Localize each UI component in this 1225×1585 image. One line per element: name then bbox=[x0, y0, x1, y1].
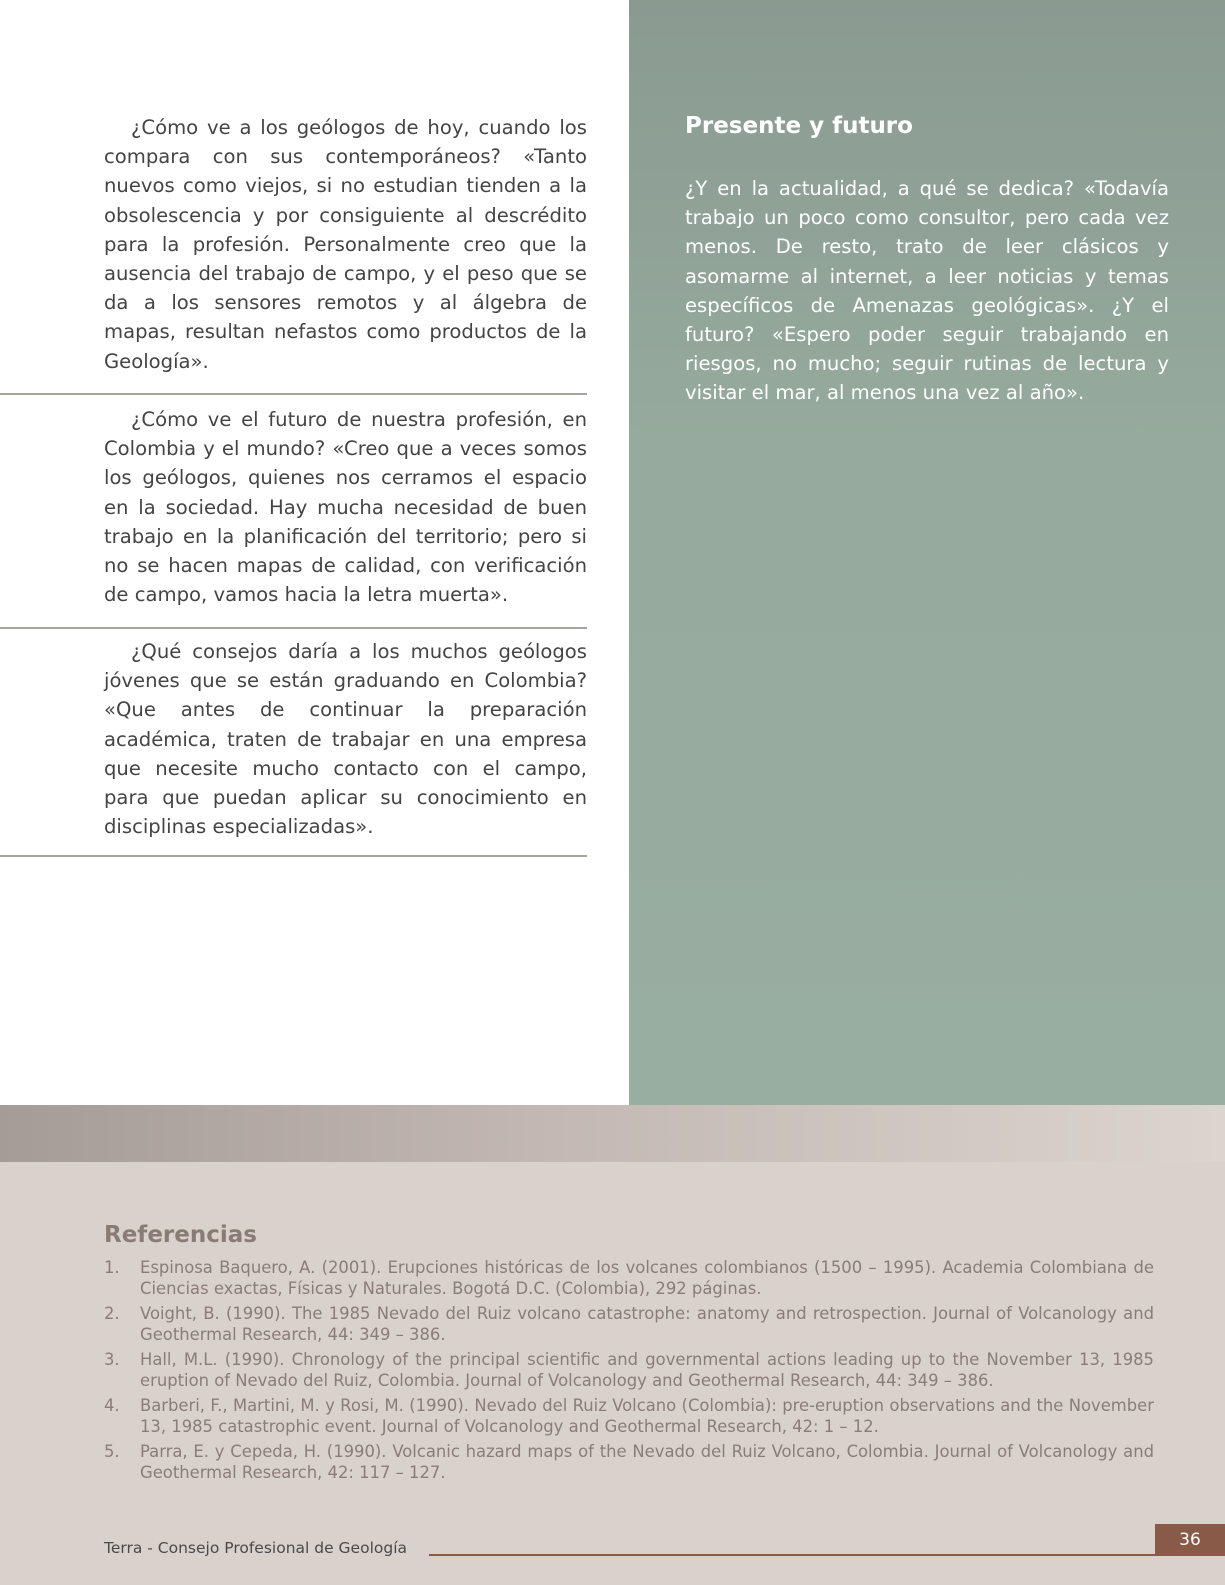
article-column-3 bbox=[104, 637, 587, 841]
decorative-band bbox=[0, 1105, 1225, 1162]
reference-text: Parra, E. y Cepeda, H. (1990). Volcanic hazard maps of the Nevado del Ruiz Volcano, Colombia. Journal of Volcanology and Geothermal Research, 42: 117 – 127. bbox=[140, 1442, 1154, 1482]
sidebar-panel bbox=[629, 0, 1225, 1105]
article-paragraph-2: ¿Cómo ve el futuro de nuestra profesión, en Colombia y el mundo? «Creo que a veces somos los geólogos, quienes nos cerramos el espacio en la sociedad. Hay mucha necesidad de buen trabajo en la planificación del territorio; pero si no se hacen mapas de calidad, con verificación de campo, vamos hacia la letra muerta». bbox=[104, 408, 587, 607]
reference-text: Barberi, F., Martini, M. y Rosi, M. (1990). Nevado del Ruiz Volcano (Colombia): pre-eruption observations and the November 13, 1985 catastrophic event. Journal of Volcanology and Geothermal Research, 42: 1 – 12. bbox=[140, 1396, 1154, 1436]
divider-1 bbox=[0, 393, 587, 395]
reference-number: 2. bbox=[104, 1304, 120, 1323]
sidebar-title: Presente y futuro bbox=[685, 113, 913, 139]
reference-number: 3. bbox=[104, 1350, 120, 1369]
sidebar-text: ¿Y en la actualidad, a qué se dedica? «Todavía trabajo un poco como consultor, pero cada vez menos. De resto, trato de leer clásicos y asomarme al internet, a leer noticias y temas específicos de Amenazas geológicas». ¿Y el futuro? «Espero poder seguir trabajando en riesgos, no mucho; seguir rutinas de lectura y visitar el mar, al menos una vez al año». bbox=[685, 177, 1169, 405]
reference-item bbox=[104, 1304, 1154, 1345]
reference-text: Hall, M.L. (1990). Chronology of the principal scientific and governmental actions leading up to the November 13, 1985 eruption of Nevado del Ruiz, Colombia. Journal of Volcanology and Geothermal Research, 44: 349 – 386. bbox=[140, 1350, 1154, 1390]
references-title: Referencias bbox=[104, 1222, 257, 1248]
page-number: 36 bbox=[1155, 1524, 1225, 1556]
reference-text: Voight, B. (1990). The 1985 Nevado del Ruiz volcano catastrophe: anatomy and retrospection. Journal of Volcanology and Geothermal Research, 44: 349 – 386. bbox=[140, 1304, 1154, 1344]
article-column-2 bbox=[104, 405, 587, 609]
reference-item bbox=[104, 1350, 1154, 1391]
divider-2 bbox=[0, 627, 587, 629]
publication-name: Terra - Consejo Profesional de Geología bbox=[104, 1539, 408, 1557]
reference-item bbox=[104, 1396, 1154, 1437]
footer-rule bbox=[429, 1554, 1155, 1556]
divider-3 bbox=[0, 855, 587, 857]
reference-item bbox=[104, 1258, 1154, 1299]
reference-text: Espinosa Baquero, A. (2001). Erupciones históricas de los volcanes colombianos (1500 – 1995). Academia Colombiana de Ciencias exactas, Físicas y Naturales. Bogotá D.C. (Colombia), 292 páginas. bbox=[140, 1258, 1154, 1298]
article-column bbox=[104, 113, 587, 376]
reference-number: 5. bbox=[104, 1442, 120, 1461]
reference-number: 4. bbox=[104, 1396, 120, 1415]
references-list bbox=[104, 1258, 1154, 1488]
reference-number: 1. bbox=[104, 1258, 120, 1277]
article-paragraph-1: ¿Cómo ve a los geólogos de hoy, cuando los compara con sus contemporáneos? «Tanto nuevos como viejos, si no estudian tienden a la obsolescencia y por consiguiente al descrédito para la profesión. Personalmente creo que la ausencia del trabajo de campo, y el peso que se da a los sensores remotos y al álgebra de mapas, resultan nefastos como productos de la Geología». bbox=[104, 116, 587, 373]
article-paragraph-3: ¿Qué consejos daría a los muchos geólogos jóvenes que se están graduando en Colombia? «Que antes de continuar la preparación académica, traten de trabajar en una empresa que necesite mucho contacto con el campo, para que puedan aplicar su conocimiento en disciplinas especializadas». bbox=[104, 640, 587, 839]
reference-item bbox=[104, 1442, 1154, 1483]
